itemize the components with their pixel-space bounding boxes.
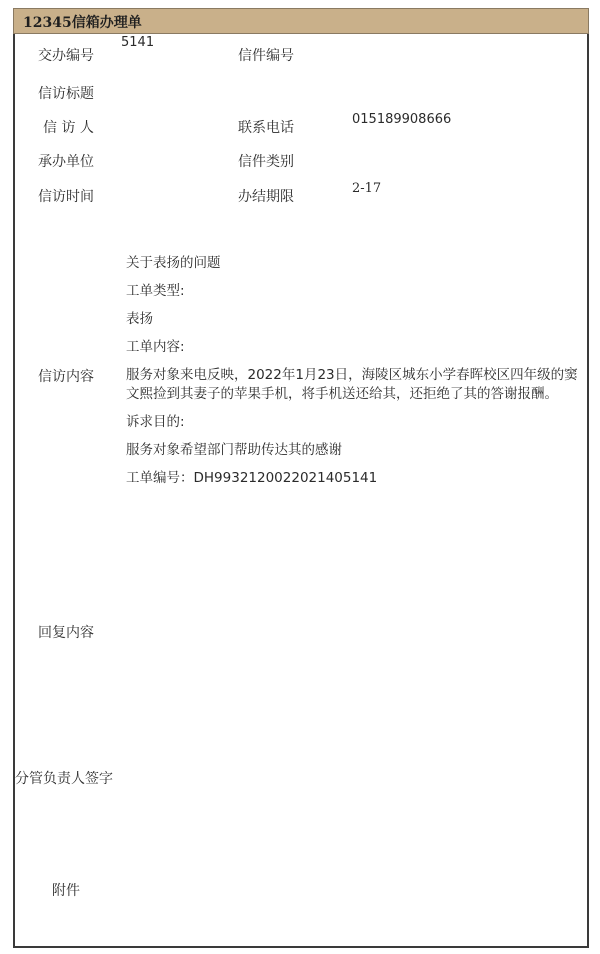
content-order-no: 工单编号：DH9932120022021405141 — [126, 470, 378, 486]
attachment-label: 附件 — [52, 883, 80, 899]
handler-label: 承办单位 — [38, 154, 94, 170]
content-topic: 关于表扬的问题 — [126, 255, 221, 271]
category-label: 信件类别 — [238, 154, 294, 170]
reply-label: 回复内容 — [38, 625, 94, 641]
time-label: 信访时间 — [38, 189, 94, 205]
form-title: 12345信箱办理单 — [23, 15, 142, 31]
form-frame — [13, 34, 589, 948]
deadline-value: 2-17 — [352, 181, 382, 196]
letter-no-label: 信件编号 — [238, 48, 294, 64]
subject-label: 信访标题 — [38, 86, 94, 102]
content-type-value: 表扬 — [126, 311, 153, 327]
assign-no-label: 交办编号 — [38, 48, 94, 64]
content-body-text: 服务对象来电反映，2022年1月23日，海陵区城东小学春晖校区四年级的窦文熙捡到其妻子的苹果手机，将手机送还给其，还拒绝了其的答谢报酬。 — [126, 367, 578, 402]
assign-no-value: 5141 — [121, 35, 155, 50]
phone-label: 联系电话 — [238, 120, 294, 136]
content-label: 信访内容 — [38, 369, 94, 385]
content-purpose-text: 服务对象希望部门帮助传达其的感谢 — [126, 442, 342, 458]
content-purpose-label: 诉求目的: — [126, 414, 185, 430]
content-type-label: 工单类型: — [126, 283, 185, 299]
content-body-label: 工单内容: — [126, 339, 185, 355]
deadline-label: 办结期限 — [238, 189, 294, 205]
letter-content — [126, 254, 588, 488]
signature-label: 分管负责人签字 — [15, 771, 113, 787]
visitor-label: 信 访 人 — [43, 120, 94, 136]
phone-value: 015189908666 — [352, 112, 452, 127]
form-header — [13, 8, 589, 34]
